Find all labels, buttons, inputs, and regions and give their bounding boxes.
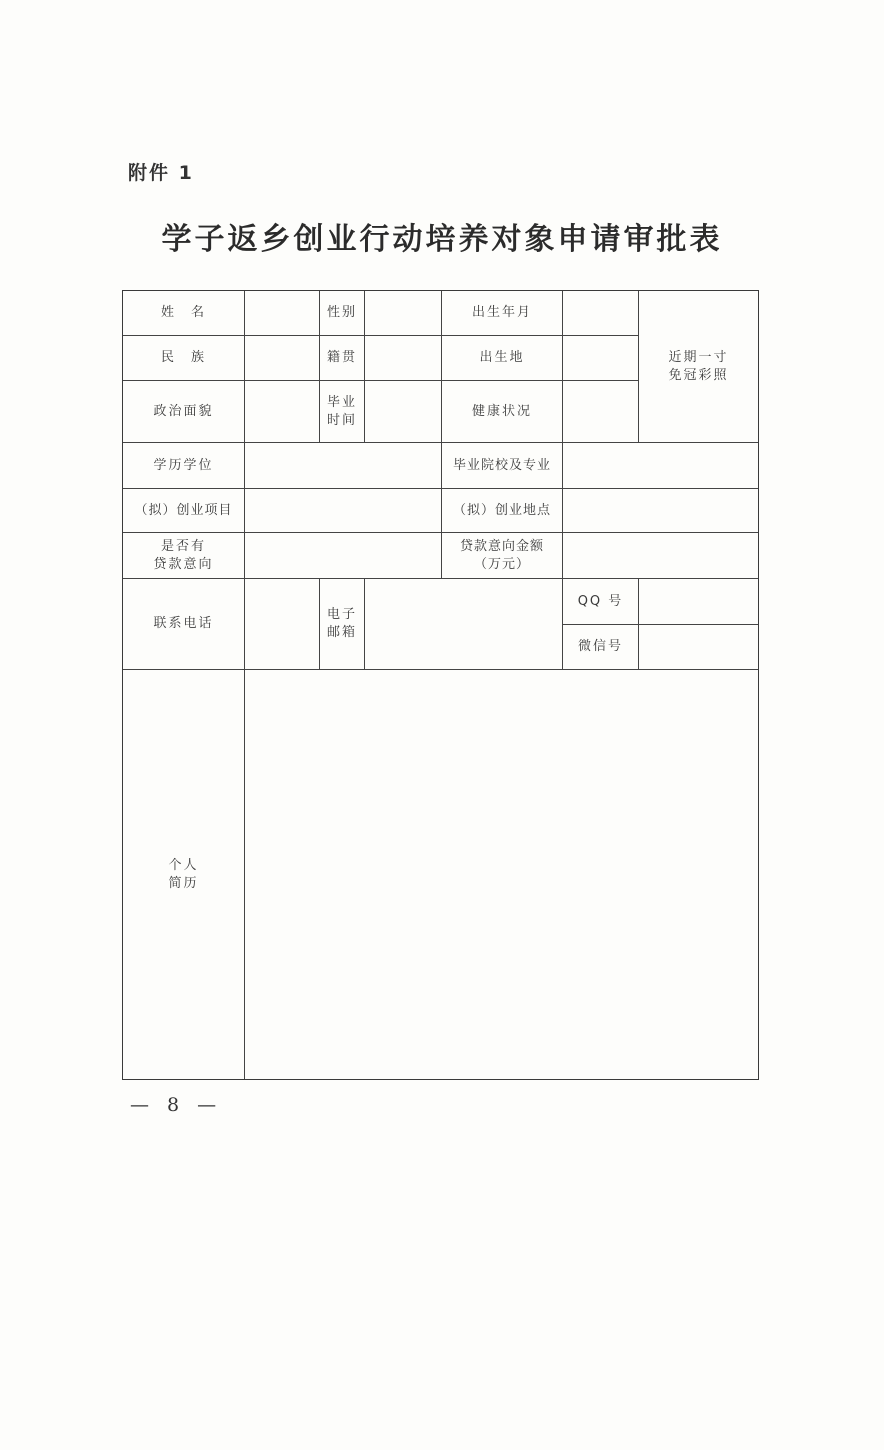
field-birthplace[interactable] xyxy=(563,336,638,380)
field-gender[interactable] xyxy=(365,291,441,335)
field-name[interactable] xyxy=(245,291,319,335)
label-phone: 联系电话 xyxy=(153,616,214,631)
field-health[interactable] xyxy=(563,381,638,442)
field-email[interactable] xyxy=(365,579,562,669)
page-number: — 8 — xyxy=(130,1094,223,1116)
field-phone[interactable] xyxy=(245,579,319,669)
label-birth-date: 出生年月 xyxy=(471,305,532,320)
field-qq[interactable] xyxy=(639,579,758,624)
field-education[interactable] xyxy=(245,443,441,488)
field-school-major[interactable] xyxy=(563,443,758,488)
field-birth-date[interactable] xyxy=(563,291,638,335)
field-wechat[interactable] xyxy=(639,625,758,669)
label-education: 学历学位 xyxy=(153,457,214,473)
label-name: 姓 名 xyxy=(160,305,206,320)
field-resume[interactable] xyxy=(245,670,758,1079)
label-wechat: 微信号 xyxy=(577,639,623,654)
label-loan-intent: 是否有 贷款意向 xyxy=(153,538,214,572)
label-gender: 性别 xyxy=(326,305,357,320)
field-project[interactable] xyxy=(245,489,441,532)
label-graduation-time: 毕业 时间 xyxy=(326,394,357,428)
label-project: （拟）创业项目 xyxy=(134,502,233,518)
field-loan-intent[interactable] xyxy=(245,533,441,578)
label-birthplace: 出生地 xyxy=(479,350,525,365)
attachment-label: 附件 1 xyxy=(128,162,194,184)
label-health: 健康状况 xyxy=(471,403,532,419)
field-location[interactable] xyxy=(563,489,758,532)
field-loan-amount[interactable] xyxy=(563,533,758,578)
label-email: 电子 邮箱 xyxy=(326,607,357,640)
label-qq: QQ 号 xyxy=(577,593,624,609)
label-native-place: 籍贯 xyxy=(326,350,357,365)
label-location: （拟）创业地点 xyxy=(452,502,551,518)
label-loan-amount: 贷款意向金额 （万元） xyxy=(459,538,544,572)
field-political-status[interactable] xyxy=(245,381,319,442)
label-political-status: 政治面貌 xyxy=(153,403,214,419)
label-resume: 个人 简历 xyxy=(168,857,199,891)
field-graduation-time[interactable] xyxy=(365,381,441,442)
field-native-place[interactable] xyxy=(365,336,441,380)
label-photo[interactable]: 近期一寸 免冠彩照 xyxy=(668,349,729,383)
field-ethnicity[interactable] xyxy=(245,336,319,380)
label-school-major: 毕业院校及专业 xyxy=(452,457,551,473)
form-title: 学子返乡创业行动培养对象申请审批表 xyxy=(161,222,723,257)
label-ethnicity: 民 族 xyxy=(160,350,206,365)
